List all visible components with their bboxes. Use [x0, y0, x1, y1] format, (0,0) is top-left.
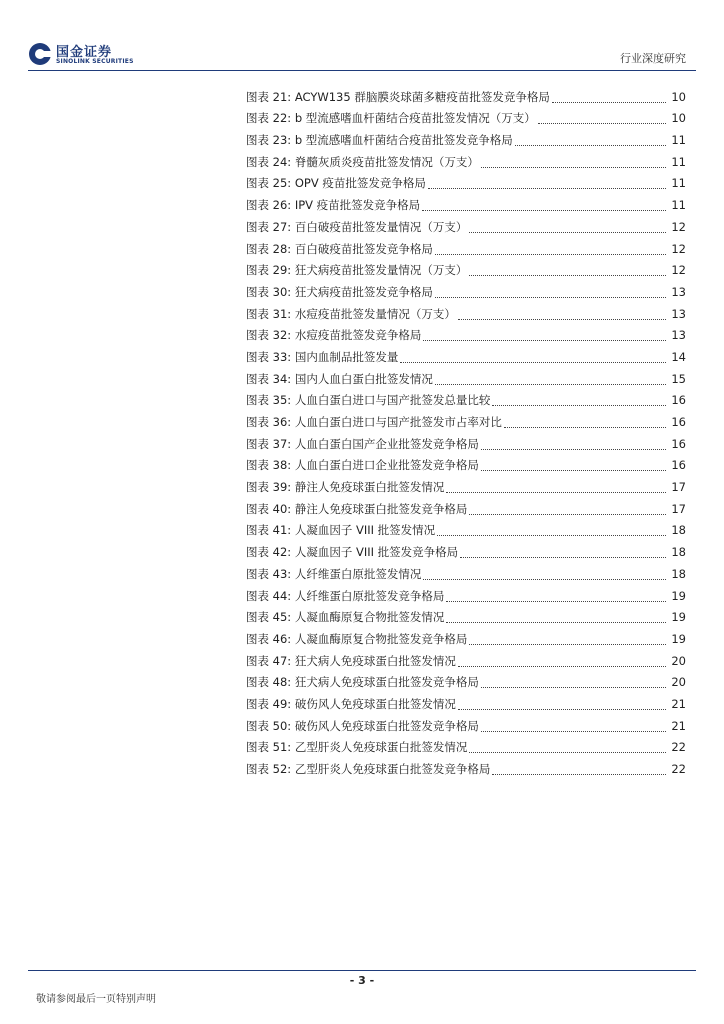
toc-entry-page: 18	[671, 566, 686, 581]
logo-english-name: SINOLINK SECURITIES	[56, 58, 134, 65]
toc-entry[interactable]	[246, 303, 686, 325]
toc-entry-page: 17	[671, 501, 686, 516]
toc-entry[interactable]	[246, 129, 686, 151]
toc-entry-label: 图表 22:	[246, 111, 292, 126]
toc-dot-leader	[400, 349, 666, 363]
toc-entry-title: 乙型肝炎人免疫球蛋白批签发竞争格局	[294, 762, 491, 776]
logo-chinese-name: 国金证券	[56, 45, 113, 60]
toc-entry-page: 18	[671, 523, 686, 538]
toc-entry-page: 17	[671, 480, 686, 495]
toc-entry-label: 图表 29:	[246, 263, 292, 278]
toc-dot-leader	[422, 197, 666, 211]
toc-entry-label: 图表 26:	[246, 198, 292, 213]
toc-dot-leader	[446, 588, 666, 602]
toc-dot-leader	[423, 327, 666, 341]
toc-entry[interactable]	[246, 715, 686, 737]
toc-entry-title: 狂犬病人免疫球蛋白批签发竞争格局	[294, 675, 479, 690]
figure-index-list	[246, 86, 686, 780]
toc-entry[interactable]	[246, 563, 686, 585]
toc-dot-leader	[469, 262, 666, 276]
toc-entry-title: 人纤维蛋白原批签发情况	[294, 566, 422, 581]
toc-entry-page: 11	[671, 176, 686, 191]
toc-entry-title: 人血白蛋白国产企业批签发竞争格局	[294, 436, 479, 451]
toc-entry-label: 图表 50:	[246, 718, 292, 733]
report-type: 行业深度研究	[620, 52, 686, 65]
toc-entry-title: 脊髓灰质炎疫苗批签发情况（万支）	[294, 154, 479, 169]
toc-dot-leader	[481, 457, 666, 471]
toc-entry-label: 图表 36:	[246, 415, 292, 429]
toc-entry[interactable]	[246, 476, 686, 498]
toc-entry-title: 人凝血酶原复合物批签发竞争格局	[294, 631, 468, 646]
toc-dot-leader	[492, 761, 666, 775]
toc-entry-title: 乙型肝炎人免疫球蛋白批签发情况	[294, 740, 468, 755]
toc-entry-page: 16	[671, 436, 686, 451]
toc-entry[interactable]	[246, 194, 686, 216]
toc-entry-title: 水痘疫苗批签发竞争格局	[294, 328, 422, 343]
toc-entry[interactable]	[246, 541, 686, 563]
toc-dot-leader	[458, 696, 666, 710]
toc-entry-title: 静注人免疫球蛋白批签发情况	[294, 480, 445, 495]
toc-dot-leader	[458, 653, 666, 667]
toc-entry[interactable]	[246, 607, 686, 629]
toc-entry-page: 19	[671, 588, 686, 603]
toc-entry-label: 图表 39:	[246, 480, 292, 495]
toc-entry[interactable]	[246, 260, 686, 282]
toc-dot-leader	[435, 284, 666, 298]
toc-dot-leader	[469, 631, 666, 645]
toc-entry-page: 13	[671, 328, 686, 343]
toc-entry-label: 图表 24:	[246, 154, 292, 169]
toc-entry-page: 15	[671, 371, 686, 386]
toc-dot-leader	[481, 154, 666, 168]
toc-entry-page: 11	[671, 154, 686, 169]
toc-entry[interactable]	[246, 628, 686, 650]
toc-entry-title: 人凝血因子 VIII 批签发竞争格局	[294, 545, 459, 560]
toc-entry-title: 静注人免疫球蛋白批签发竞争格局	[294, 501, 468, 516]
toc-entry-title: b 型流感嗜血杆菌结合疫苗批签发竞争格局	[294, 133, 513, 148]
toc-dot-leader	[552, 89, 666, 103]
toc-entry-label: 图表 32:	[246, 328, 292, 343]
toc-dot-leader	[492, 392, 666, 406]
page-number: - 3 -	[349, 974, 375, 987]
toc-dot-leader	[469, 501, 666, 515]
toc-entry-title: 人血白蛋白进口企业批签发竞争格局	[294, 458, 479, 473]
toc-entry[interactable]	[246, 151, 686, 173]
toc-entry-title: ACYW135 群脑膜炎球菌多糖疫苗批签发竞争格局	[294, 89, 550, 104]
toc-dot-leader	[538, 110, 666, 124]
toc-entry-title: 破伤风人免疫球蛋白批签发情况	[294, 696, 456, 711]
toc-entry-title: 狂犬病疫苗批签发量情况（万支）	[294, 263, 468, 278]
toc-entry-label: 图表 49:	[246, 696, 292, 711]
toc-entry-label: 图表 41:	[246, 523, 292, 538]
toc-entry-label: 图表 38:	[246, 458, 292, 473]
toc-entry-page: 11	[671, 198, 686, 213]
toc-entry-label: 图表 43:	[246, 566, 292, 581]
toc-dot-leader	[469, 219, 666, 233]
toc-entry-label: 图表 35:	[246, 393, 292, 408]
toc-entry-page: 20	[671, 653, 686, 668]
toc-entry-page: 16	[671, 458, 686, 473]
toc-entry-page: 21	[671, 696, 686, 711]
toc-entry-label: 图表 21:	[246, 89, 292, 104]
toc-entry[interactable]	[246, 737, 686, 759]
toc-entry-title: 人凝血因子 VIII 批签发情况	[294, 523, 436, 538]
toc-dot-leader	[423, 566, 666, 580]
toc-entry[interactable]	[246, 86, 686, 108]
toc-entry-page: 12	[671, 241, 686, 256]
toc-entry-label: 图表 45:	[246, 610, 292, 625]
toc-entry[interactable]	[246, 368, 686, 390]
toc-entry[interactable]	[246, 173, 686, 195]
toc-dot-leader	[460, 544, 666, 558]
toc-entry-page: 22	[671, 740, 686, 755]
toc-entry-title: 人血白蛋白进口与国产批签发总量比较	[294, 393, 491, 408]
toc-entry-page: 16	[671, 415, 686, 429]
toc-entry-page: 10	[671, 89, 686, 104]
toc-entry-title: 狂犬病人免疫球蛋白批签发情况	[294, 653, 456, 668]
toc-entry[interactable]	[246, 433, 686, 455]
toc-entry-title: IPV 疫苗批签发竞争格局	[294, 198, 421, 213]
toc-entry-page: 12	[671, 263, 686, 278]
toc-entry-label: 图表 52:	[246, 762, 292, 776]
toc-entry-label: 图表 25:	[246, 176, 292, 191]
toc-entry-page: 16	[671, 393, 686, 408]
toc-dot-leader	[446, 479, 666, 493]
toc-entry-page: 10	[671, 111, 686, 126]
toc-entry-label: 图表 44:	[246, 588, 292, 603]
toc-entry-title: 人血白蛋白进口与国产批签发市占率对比	[294, 415, 502, 429]
toc-entry-label: 图表 42:	[246, 545, 292, 560]
toc-entry-title: 破伤风人免疫球蛋白批签发竞争格局	[294, 718, 479, 733]
toc-dot-leader	[435, 241, 666, 255]
toc-entry-title: 人凝血酶原复合物批签发情况	[294, 610, 445, 625]
page-header	[28, 40, 696, 70]
toc-dot-leader	[469, 739, 666, 753]
toc-entry-title: 水痘疫苗批签发量情况（万支）	[294, 306, 456, 321]
toc-entry[interactable]	[246, 693, 686, 715]
toc-entry[interactable]	[246, 585, 686, 607]
toc-entry-page: 12	[671, 219, 686, 234]
toc-dot-leader	[481, 436, 666, 450]
toc-entry[interactable]	[246, 346, 686, 368]
toc-entry-label: 图表 46:	[246, 631, 292, 646]
header-divider	[28, 70, 696, 71]
toc-entry-label: 图表 34:	[246, 371, 292, 386]
toc-dot-leader	[481, 718, 666, 732]
toc-entry-label: 图表 31:	[246, 306, 292, 321]
toc-entry-page: 19	[671, 631, 686, 646]
toc-entry-title: OPV 疫苗批签发竞争格局	[294, 176, 426, 191]
toc-entry[interactable]	[246, 498, 686, 520]
toc-dot-leader	[481, 674, 666, 688]
toc-entry[interactable]	[246, 455, 686, 477]
toc-entry-title: 百白破疫苗批签发量情况（万支）	[294, 219, 468, 234]
toc-entry[interactable]	[246, 758, 686, 780]
toc-entry[interactable]	[246, 520, 686, 542]
toc-entry-title: 狂犬病疫苗批签发竞争格局	[294, 284, 433, 299]
toc-entry-label: 图表 48:	[246, 675, 292, 690]
toc-entry-label: 图表 30:	[246, 284, 292, 299]
toc-entry-page: 13	[671, 306, 686, 321]
toc-dot-leader	[504, 414, 666, 428]
company-logo	[28, 40, 138, 68]
logo-icon	[28, 42, 52, 66]
toc-entry[interactable]	[246, 672, 686, 694]
toc-entry[interactable]	[246, 238, 686, 260]
toc-entry-title: 国内血制品批签发量	[294, 349, 399, 364]
toc-entry[interactable]	[246, 216, 686, 238]
toc-entry-label: 图表 40:	[246, 501, 292, 516]
toc-entry-label: 图表 37:	[246, 436, 292, 451]
toc-entry-title: 人纤维蛋白原批签发竞争格局	[294, 588, 445, 603]
toc-entry-title: 国内人血白蛋白批签发情况	[294, 371, 433, 386]
footer-divider	[28, 970, 696, 971]
toc-entry[interactable]	[246, 650, 686, 672]
toc-dot-leader	[446, 609, 666, 623]
toc-dot-leader	[437, 522, 666, 536]
toc-entry-page: 18	[671, 545, 686, 560]
toc-entry[interactable]	[246, 108, 686, 130]
toc-entry-page: 20	[671, 675, 686, 690]
toc-dot-leader	[428, 175, 666, 189]
toc-entry-label: 图表 51:	[246, 740, 292, 755]
toc-entry-label: 图表 23:	[246, 133, 292, 148]
toc-entry-page: 21	[671, 718, 686, 733]
toc-dot-leader	[458, 306, 666, 320]
toc-entry-title: 百白破疫苗批签发竞争格局	[294, 241, 433, 256]
toc-entry[interactable]	[246, 325, 686, 347]
toc-dot-leader	[515, 132, 666, 146]
toc-entry[interactable]	[246, 281, 686, 303]
toc-entry-label: 图表 33:	[246, 349, 292, 364]
toc-entry-page: 22	[671, 762, 686, 776]
disclaimer-text: 敬请参阅最后一页特别声明	[36, 994, 156, 1005]
toc-entry-label: 图表 27:	[246, 219, 292, 234]
toc-entry-title: b 型流感嗜血杆菌结合疫苗批签发情况（万支）	[294, 111, 536, 126]
toc-entry-page: 13	[671, 284, 686, 299]
toc-entry[interactable]	[246, 390, 686, 412]
toc-entry-page: 11	[671, 133, 686, 148]
toc-entry-page: 19	[671, 610, 686, 625]
toc-entry-label: 图表 28:	[246, 241, 292, 256]
toc-entry[interactable]	[246, 411, 686, 433]
toc-dot-leader	[435, 371, 666, 385]
toc-entry-label: 图表 47:	[246, 653, 292, 668]
toc-entry-page: 14	[671, 349, 686, 364]
